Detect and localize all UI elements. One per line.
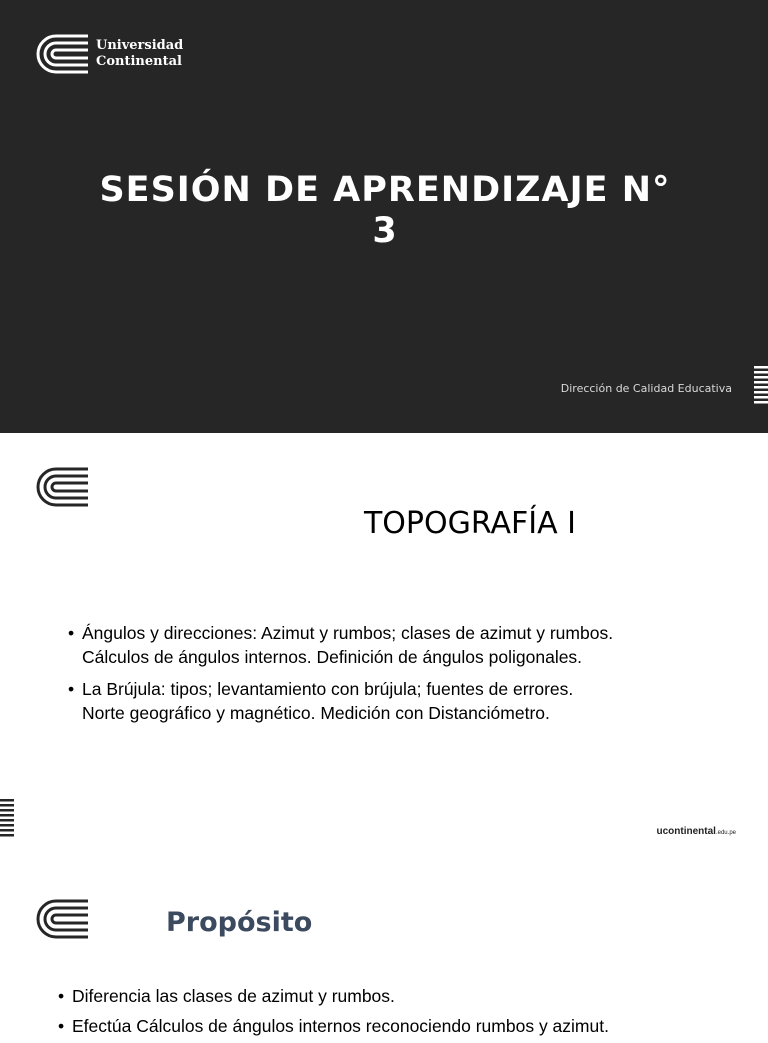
university-logo-icon — [34, 898, 90, 940]
list-item-line: • Ángulos y direcciones: Azimut y rumbos; clases de azimut y rumbos. — [82, 623, 614, 643]
list-item-line: • La Brújula: tipos; levantamiento con brújula; fuentes de errores. — [82, 679, 574, 699]
university-name — [96, 38, 183, 70]
side-stripes-icon — [0, 799, 14, 841]
list-item — [68, 677, 748, 725]
footer-brand-domain: .edu.pe — [715, 830, 736, 836]
footer-brand-name: ucontinental — [656, 826, 716, 837]
list-item — [58, 1013, 758, 1039]
title-slide — [0, 0, 768, 433]
course-title: TOPOGRAFÍA I — [363, 506, 577, 541]
purpose-slide — [0, 865, 768, 1036]
list-item-line: • Diferencia las clases de azimut y rumbos. — [72, 986, 395, 1006]
quality-direction-footer: Dirección de Calidad Educativa — [560, 382, 732, 395]
brand-line-2: Continental — [96, 54, 182, 69]
topics-list — [68, 621, 748, 733]
session-title — [60, 170, 710, 252]
list-item — [58, 983, 758, 1009]
list-item-line: Norte geográfico y magnético. Medición con Distanciómetro. — [82, 703, 550, 723]
purpose-list — [58, 983, 758, 1043]
university-logo-icon — [34, 33, 90, 75]
list-item — [68, 621, 748, 669]
topics-slide — [0, 433, 768, 865]
side-stripes-icon — [754, 366, 768, 408]
footer-brand — [560, 826, 736, 837]
brand-line-1: Universidad — [96, 38, 184, 53]
session-title-line-1: SESIÓN DE APRENDIZAJE N° — [99, 170, 671, 210]
list-item-line: Cálculos de ángulos internos. Definición de ángulos poligonales. — [82, 647, 583, 667]
purpose-title: Propósito — [166, 907, 313, 938]
session-title-line-2: 3 — [372, 211, 398, 251]
university-logo-icon — [34, 466, 90, 508]
list-item-line: • Efectúa Cálculos de ángulos internos reconociendo rumbos y azimut. — [72, 1016, 609, 1036]
